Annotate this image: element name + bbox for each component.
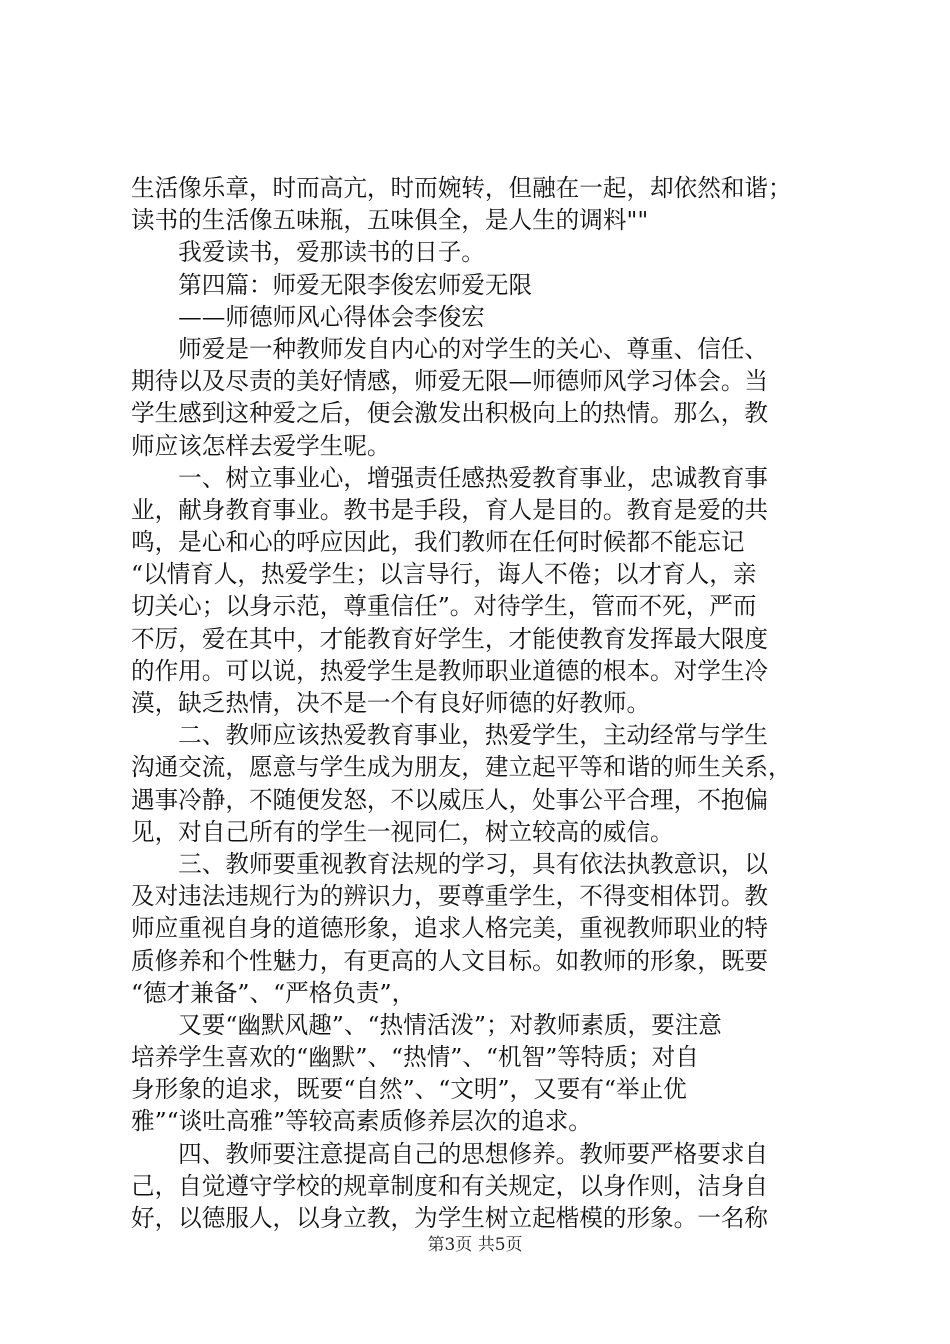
body-text — [131, 172, 821, 1234]
text-line: 不厉，爱在其中，才能教育好学生，才能使教育发挥最大限度 — [131, 624, 769, 653]
text-line: 好，以德服人，以身立教，为学生树立起楷模的形象。一名称 — [131, 1204, 769, 1232]
text-line: 身形象的追求，既要“自然”、“文明”，又要有“举止优 — [131, 1075, 687, 1104]
text-line: 培养学生喜欢的“幽默”、“热情”、“机智”等特质；对自 — [131, 1043, 699, 1072]
text-line: 鸣，是心和心的呼应因此，我们教师在任何时候都不能忘记 — [131, 528, 745, 557]
text-line: 师应重视自身的道德形象，追求人格完美，重视教师职业的特 — [131, 914, 769, 943]
text-line: ——师德师风心得体会李俊宏 — [131, 302, 485, 331]
text-line: 质修养和个性魅力，有更高的人文目标。如教师的形象，既要 — [131, 946, 769, 975]
text-line: 四、教师要注意提高自己的思想修养。教师要严格要求自 — [131, 1139, 769, 1168]
text-line: 读书的生活像五味瓶，五味俱全，是人生的调料"" — [131, 206, 649, 235]
text-line: 的作用。可以说，热爱学生是教师职业道德的根本。对学生冷 — [131, 656, 769, 685]
text-line: 期待以及尽责的美好情感，师爱无限—师德师风学习体会。当 — [131, 367, 769, 396]
text-line: 一、树立事业心，增强责任感热爱教育事业，忠诚教育事 — [131, 463, 769, 492]
text-line: 及对违法违规行为的辨识力，要尊重学生，不得变相体罚。教 — [131, 882, 769, 911]
text-line: 漠，缺乏热情，决不是一个有良好师德的好教师。 — [131, 689, 651, 717]
text-line: 我爱读书，爱那读书的日子。 — [131, 238, 485, 267]
text-line: 己，自觉遵守学校的规章制度和有关规定，以身作则，洁身自 — [131, 1171, 769, 1200]
text-line: 又要“幽默风趣”、“热情活泼”；对教师素质，要注意 — [131, 1010, 722, 1039]
text-line: 三、教师要重视教育法规的学习，具有依法执教意识，以 — [131, 849, 769, 878]
text-line: 学生感到这种爱之后，便会激发出积极向上的热情。那么，教 — [131, 399, 769, 428]
text-line: 师爱是一种教师发自内心的对学生的关心、尊重、信任、 — [131, 334, 769, 363]
text-line: 二、教师应该热爱教育事业，热爱学生，主动经常与学生 — [131, 721, 769, 750]
text-line: 遇事冷静，不随便发怒，不以威压人，处事公平合理，不抱偏 — [131, 785, 769, 814]
text-line: “以情育人，热爱学生；以言导行，诲人不倦；以才育人，亲 — [131, 560, 757, 589]
text-line: 沟通交流，愿意与学生成为朋友，建立起平等和谐的师生关系， — [131, 753, 792, 782]
text-line: 生活像乐章，时而高亢，时而婉转，但融在一起，却依然和谐； — [131, 174, 792, 202]
text-line: 第四篇：师爱无限李俊宏师爱无限 — [131, 270, 533, 299]
text-line: 师应该怎样去爱学生呢。 — [131, 431, 391, 460]
text-line: 见，对自己所有的学生一视同仁，树立较高的威信。 — [131, 817, 674, 846]
page-number-footer: 第3页 共5页 — [427, 1235, 523, 1255]
text-line: 切关心；以身示范，尊重信任”。对待学生，管而不死，严而 — [131, 592, 757, 621]
text-line: “德才兼备”、“严格负责”， — [131, 978, 416, 1007]
text-line: 雅”“谈吐高雅”等较高素质修养层次的追求。 — [131, 1107, 592, 1136]
text-line: 业，献身教育事业。教书是手段，育人是目的。教育是爱的共 — [131, 495, 769, 524]
